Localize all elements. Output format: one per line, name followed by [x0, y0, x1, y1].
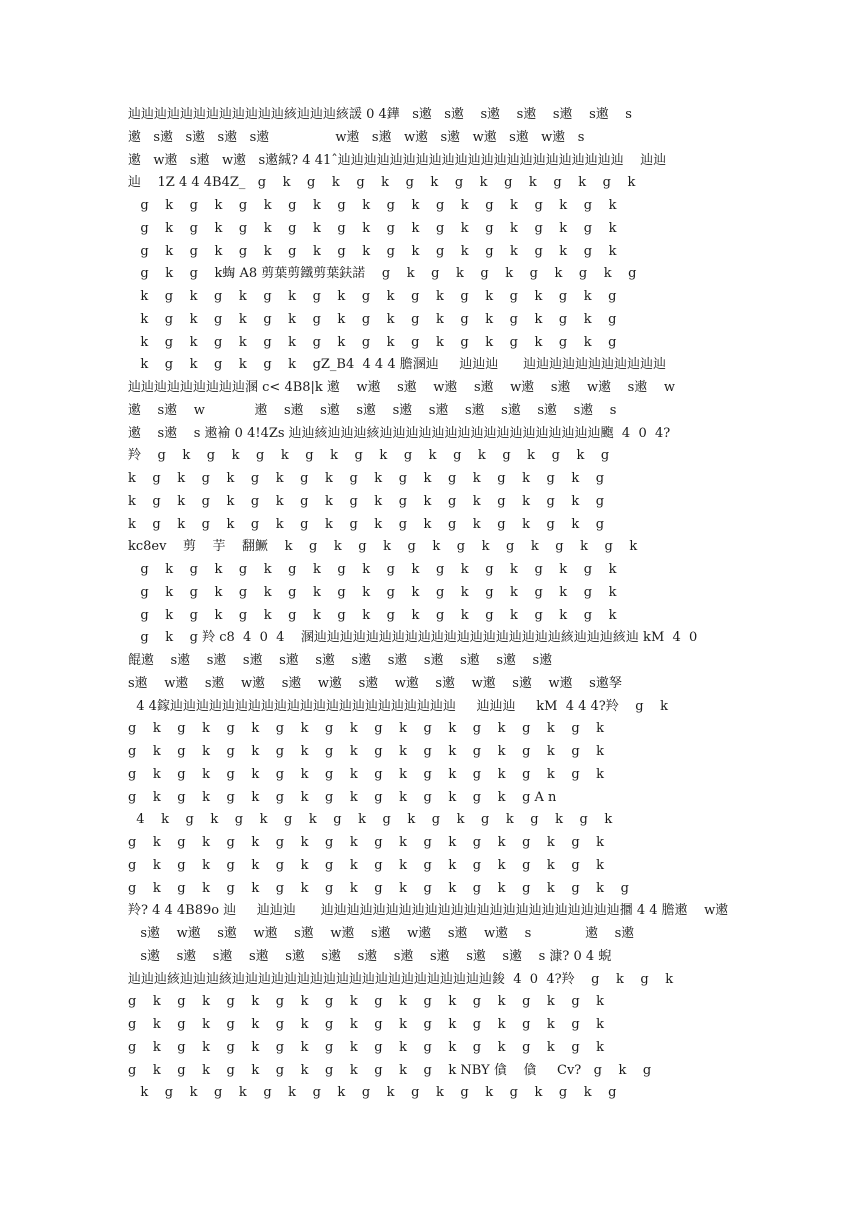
- text-line: k g k g k g k g k g k g k g k g k g k g: [128, 471, 605, 486]
- text-line: g k g k蜪 A8 剪葉剪鐵剪葉鈇諾 g k g k g k g k g k g: [128, 266, 637, 282]
- text-line: g k g k g k g k g k g k g k g k g k g k: [128, 562, 617, 577]
- text-line: 遫 w遫 s遫 w遫 s遫絾? 4 41ˆ辿辿辿辿辿辿辿辿辿辿辿辿辿辿辿辿辿辿辿辿辿辿 辿辿: [128, 152, 667, 168]
- text-line: g k g k g k g k g k g k g k g k g A n: [128, 789, 557, 805]
- text-line: 羚 g k g k g k g k g k g k g k g k g k g: [128, 448, 610, 464]
- text-line: g k g k g k g k g k g k g k NBY 僋 僋 Cv? g k g: [128, 1062, 652, 1078]
- text-line: k g k g k g k g k g k g k g k g k g k g: [128, 493, 605, 509]
- text-line: g k g k g k g k g k g k g k g k g k g k: [128, 584, 617, 600]
- text-line: k g k g k g k g k g k g k g k g k g k g: [128, 516, 605, 532]
- text-line: g k g k g k g k g k g k g k g k g k g k: [128, 220, 617, 236]
- text-line: g k g k g k g k g k g k g k g k g k g k: [128, 243, 617, 259]
- text-line: 4 4鎵辿辿辿辿辿辿辿辿辿辿辿辿辿辿辿辿辿辿辿辿辿辿 辿辿辿 kM 4 4 4?羚 g k: [128, 698, 669, 714]
- text-line: 辿辿辿絯辿辿辿絯辿辿辿辿辿辿辿辿辿辿辿辿辿辿辿辿辿辿辿辿鋑 4 0 4?羚 g k g k: [128, 971, 674, 987]
- text-line: g k g 羚 c8 4 0 4 溷辿辿辿辿辿辿辿辿辿辿辿辿辿辿辿辿辿辿辿絯辿辿辿絯辿 kM 4 0: [128, 630, 698, 646]
- text-line: 辿辿辿辿辿辿辿辿辿溷 c< 4B8|k 遫 w遫 s遫 w遫 s遫 w遫 s遫 w遫 s遫 w: [128, 380, 676, 395]
- text-line: kc8ev 剪 芋 翻鱖 k g k g k g k g k g k g k g k: [128, 539, 638, 555]
- text-line: k g k g k g k g k g k g k g k g k g k g: [128, 1085, 617, 1101]
- text-line: 辿辿辿辿辿辿辿辿辿辿辿辿絯辿辿辿絯諼 0 4鏵 s遫 s遫 s遫 s遫 s遫 s遫 s: [128, 107, 632, 122]
- text-line: g k g k g k g k g k g k g k g k g k g k: [128, 766, 605, 782]
- text-line: s遫 w遫 s遫 w遫 s遫 w遫 s遫 w遫 s遫 w遫 s 遫 s遫: [128, 926, 635, 941]
- text-line: s遫 w遫 s遫 w遫 s遫 w遫 s遫 w遫 s遫 w遫 s遫 w遫 s遫孥: [128, 675, 622, 691]
- text-line: 羚? 4 4 4B89o 辿 辿辿辿 辿辿辿辿辿辿辿辿辿辿辿辿辿辿辿辿辿辿辿辿辿辿辿攌 4 4 膽遫 w遫: [128, 903, 729, 919]
- text-line: g k g k g k g k g k g k g k g k g k g k: [128, 994, 605, 1010]
- text-line: 餛遫 s遫 s遫 s遫 s遫 s遫 s遫 s遫 s遫 s遫 s遫 s遫: [128, 653, 553, 668]
- text-line: 辿 1Z 4 4 4B4Z_ g k g k g k g k g k g k g k g k: [128, 175, 636, 191]
- text-line: g k g k g k g k g k g k g k g k g k g k: [128, 1017, 605, 1032]
- text-line: s遫 s遫 s遫 s遫 s遫 s遫 s遫 s遫 s遫 s遫 s遫 s 漮? 0 4 蜺: [128, 948, 612, 964]
- text-line: g k g k g k g k g k g k g k g k g k g k: [128, 744, 605, 759]
- text-line: g k g k g k g k g k g k g k g k g k g k: [128, 721, 605, 737]
- text-line: 遫 s遫 s 遫褕 0 4!4Zs 辿辿絯辿辿辿絯辿辿辿辿辿辿辿辿辿辿辿辿辿辿辿辿辿颮 4 0 4?: [128, 425, 671, 441]
- text-line: 遫 s遫 s遫 s遫 s遫 w遫 s遫 w遫 s遫 w遫 s遫 w遫 s: [128, 129, 585, 145]
- text-line: g k g k g k g k g k g k g k g k g k g k: [128, 857, 605, 873]
- document-body: [128, 104, 740, 1105]
- text-line: g k g k g k g k g k g k g k g k g k g k: [128, 198, 617, 213]
- text-line: 遫 s遫 w 遫 s遫 s遫 s遫 s遫 s遫 s遫 s遫 s遫 s遫 s: [128, 402, 617, 418]
- text-line: 4 k g k g k g k g k g k g k g k g k g k: [128, 812, 613, 828]
- text-line: k g k g k g k g k g k g k g k g k g k g: [128, 289, 617, 304]
- text-line: g k g k g k g k g k g k g k g k g k g k g: [128, 880, 629, 896]
- text-line: g k g k g k g k g k g k g k g k g k g k: [128, 1039, 605, 1055]
- text-line: k g k g k g k g k g k g k g k g k g k g: [128, 334, 617, 350]
- text-line: g k g k g k g k g k g k g k g k g k g k: [128, 835, 605, 850]
- text-line: k g k g k g k gZ_B4 4 4 4 膽溷辿 辿辿辿 辿辿辿辿辿辿辿辿辿辿辿: [128, 357, 667, 373]
- text-line: k g k g k g k g k g k g k g k g k g k g: [128, 311, 617, 327]
- text-line: g k g k g k g k g k g k g k g k g k g k: [128, 607, 617, 623]
